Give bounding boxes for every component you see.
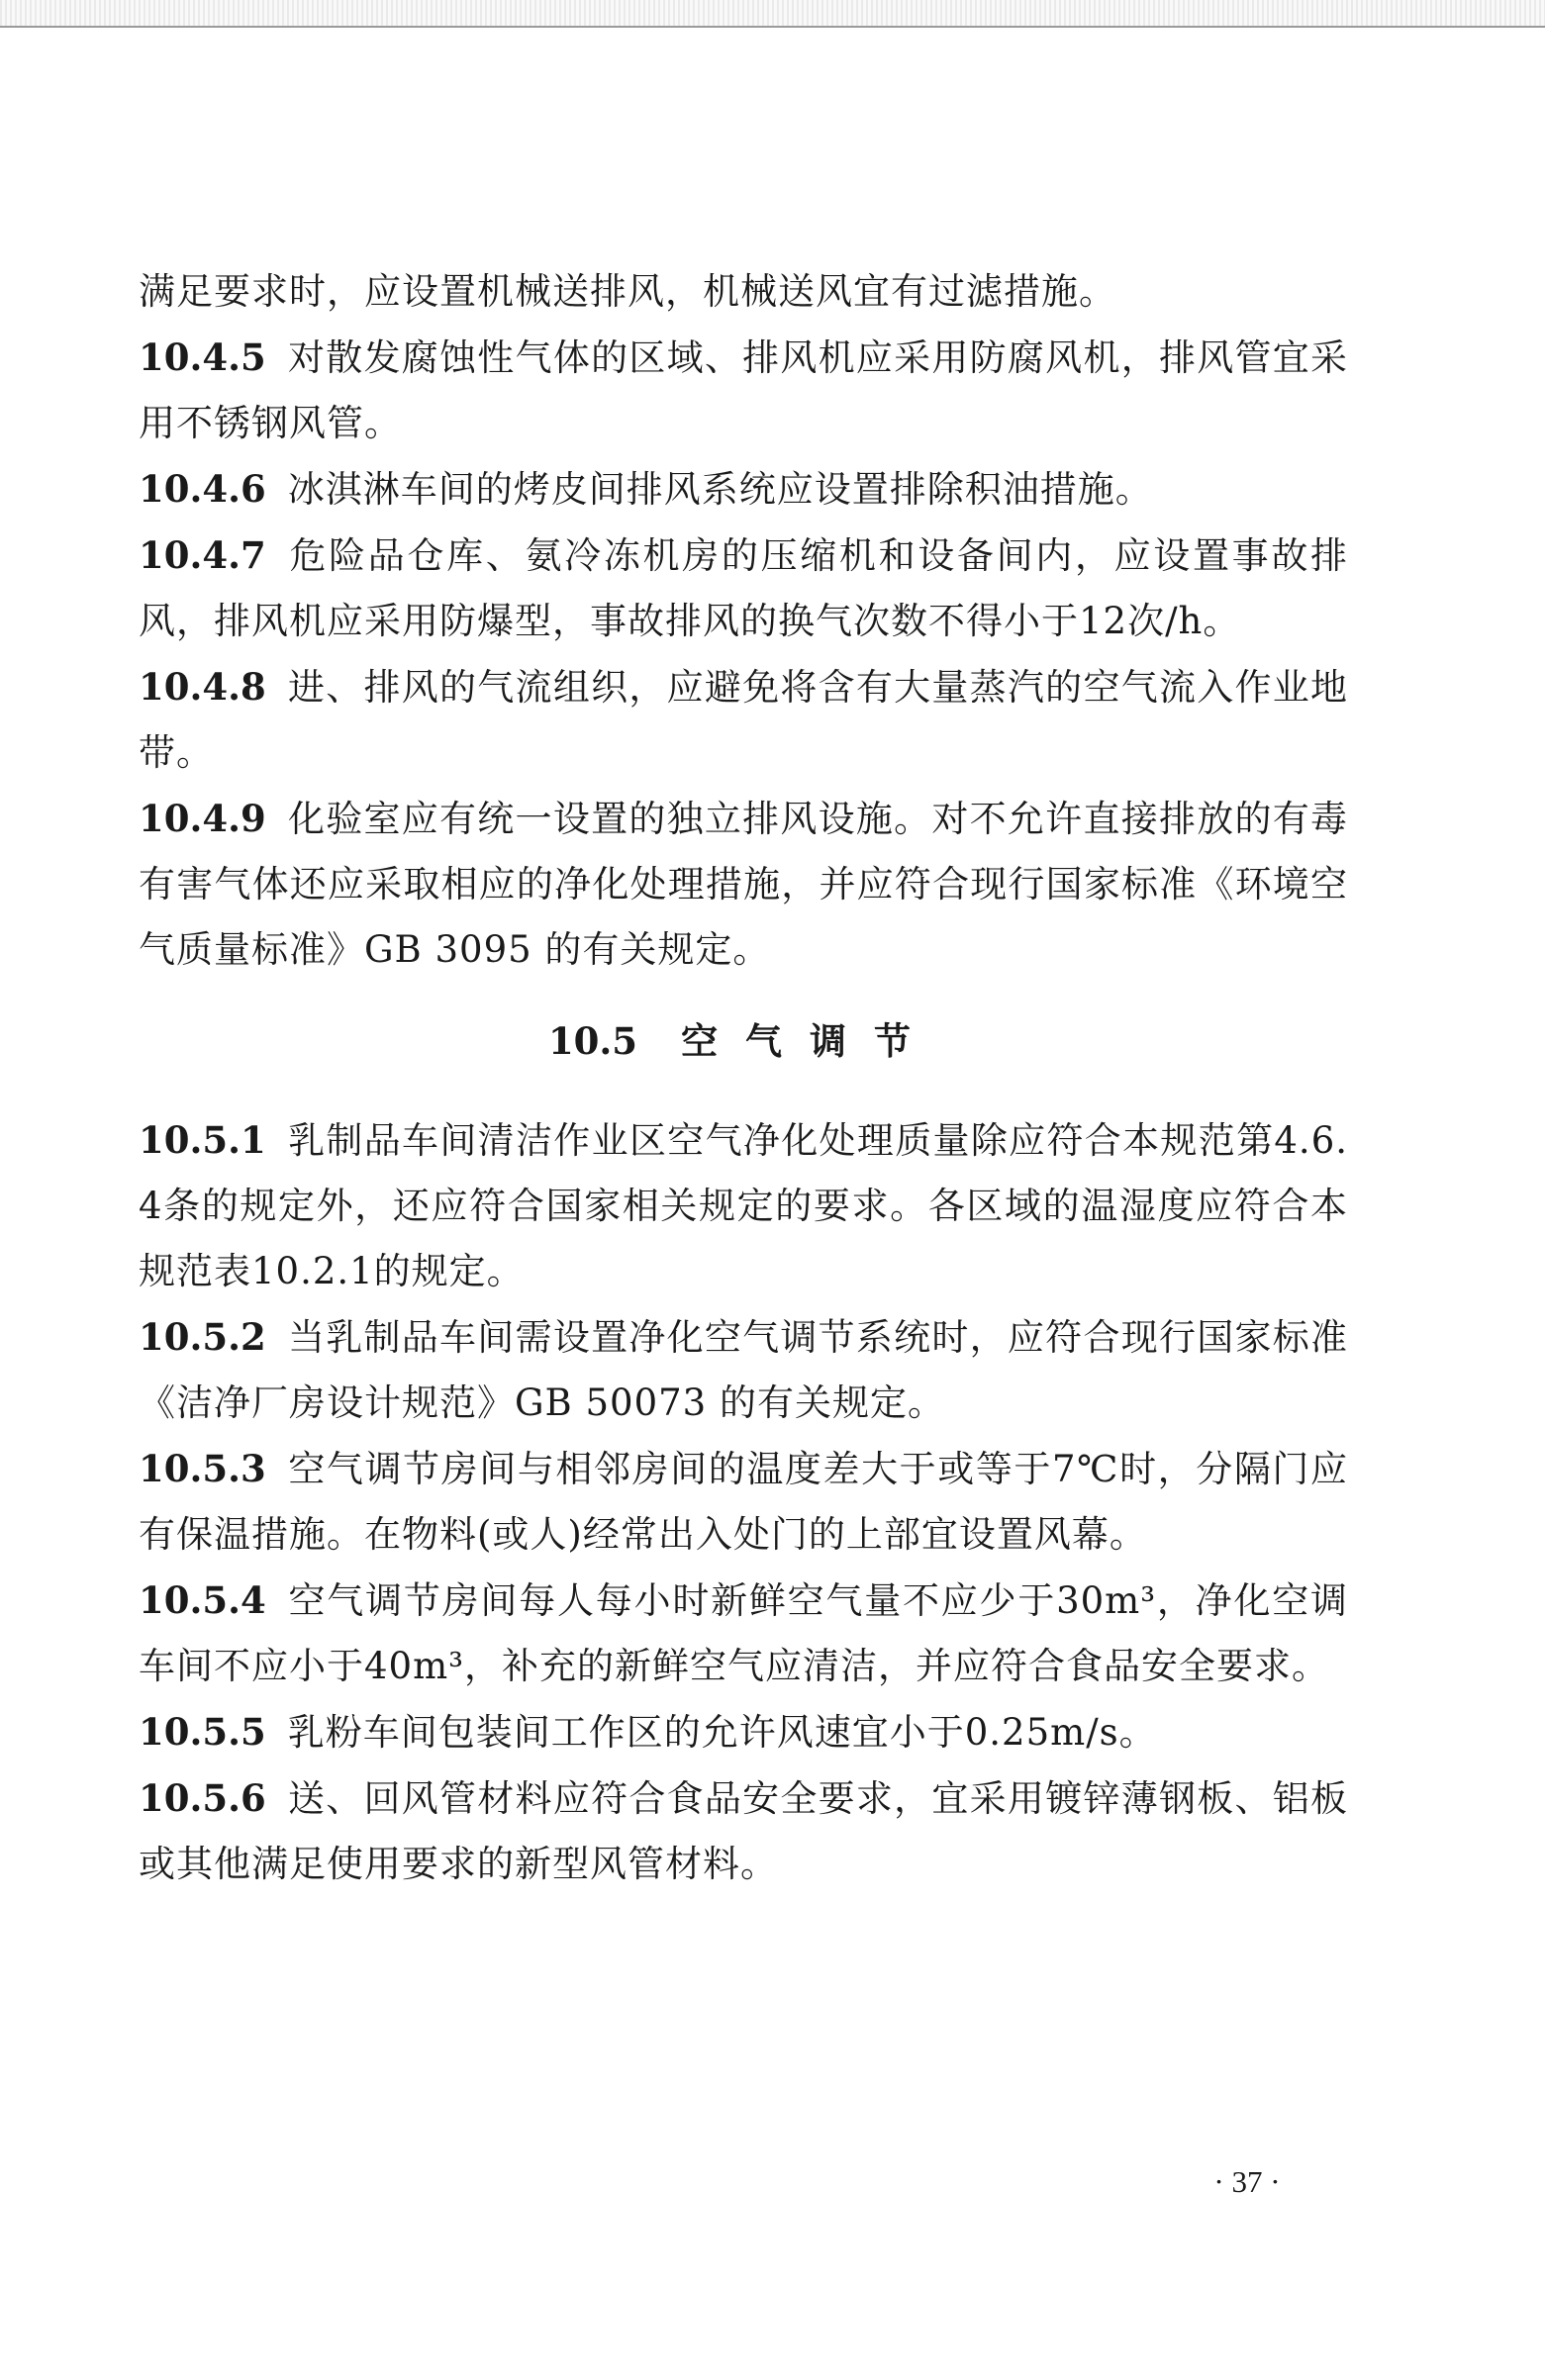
clause-10-5-6 [139,1765,1348,1897]
clause-number: 10.5.3 [139,1447,266,1490]
clause-number: 10.4.6 [139,467,266,511]
clause-text: 满足要求时，应设置机械送排风，机械送风宜有过滤措施。 [139,270,1116,313]
clause-number: 10.5.5 [139,1710,266,1754]
clause-text: 冰淇淋车间的烤皮间排风系统应设置排除积油措施。 [287,468,1153,511]
clause-number: 10.5.1 [139,1118,266,1162]
clause-text: 进、排风的气流组织，应避免将含有大量蒸汽的空气流入作业地带。 [139,666,1348,774]
section-heading [139,1008,1348,1074]
clause-10-5-5 [139,1699,1348,1765]
clause-text: 乳制品车间清洁作业区空气净化处理质量除应符合本规范第4.6.4条的规定外，还应符合国家相关规定的要求。各区域的温湿度应符合本规范表10.2.1的规定。 [139,1119,1348,1292]
clause-text: 乳粉车间包装间工作区的允许风速宜小于0.25m/s。 [287,1711,1157,1754]
clause-number: 10.4.5 [139,335,266,379]
section-title: 空气调节 [681,1019,939,1063]
clause-10-5-2 [139,1304,1348,1436]
clause-text: 送、回风管材料应符合食品安全要求，宜采用镀锌薄钢板、铝板或其他满足使用要求的新型风管材料。 [139,1777,1348,1885]
clause-number: 10.5.6 [139,1776,266,1820]
page-content [139,259,1348,1897]
clause-10-5-1 [139,1107,1348,1304]
clause-text: 危险品仓库、氨冷冻机房的压缩机和设备间内，应设置事故排风，排风机应采用防爆型，事故排风的换气次数不得小于12次/h。 [139,534,1348,642]
clause-text: 空气调节房间每人每小时新鲜空气量不应少于30m³，净化空调车间不应小于40m³，补充的新鲜空气应清洁，并应符合食品安全要求。 [139,1579,1348,1687]
clause-number: 10.4.9 [139,797,266,840]
scan-top-edge [0,0,1545,28]
clause-number: 10.5.2 [139,1315,266,1359]
clause-number: 10.4.7 [139,533,266,577]
clause-number: 10.4.8 [139,665,266,709]
clause-10-5-4 [139,1568,1348,1699]
page-number: · 37 · [1213,2164,1281,2199]
clause-10-4-7 [139,523,1348,654]
clause-text: 化验室应有统一设置的独立排风设施。对不允许直接排放的有毒有害气体还应采取相应的净化处理措施，并应符合现行国家标准《环境空气质量标准》GB 3095 的有关规定。 [139,798,1348,971]
section-number: 10.5 [547,1019,638,1063]
clause-10-4-5 [139,325,1348,456]
clause-text: 空气调节房间与相邻房间的温度差大于或等于7℃时，分隔门应有保温措施。在物料(或人)经常出入处门的上部宜设置风幕。 [139,1448,1348,1556]
clause-continuation [139,259,1348,325]
clause-10-5-3 [139,1436,1348,1568]
clause-10-4-9 [139,786,1348,983]
clause-10-4-8 [139,654,1348,786]
clause-number: 10.5.4 [139,1578,266,1622]
clause-10-4-6 [139,456,1348,523]
clause-text: 当乳制品车间需设置净化空气调节系统时，应符合现行国家标准《洁净厂房设计规范》GB 50073 的有关规定。 [139,1316,1348,1424]
scan-top-edge-line [0,26,1545,28]
clause-text: 对散发腐蚀性气体的区域、排风机应采用防腐风机，排风管宜采用不锈钢风管。 [139,336,1348,444]
